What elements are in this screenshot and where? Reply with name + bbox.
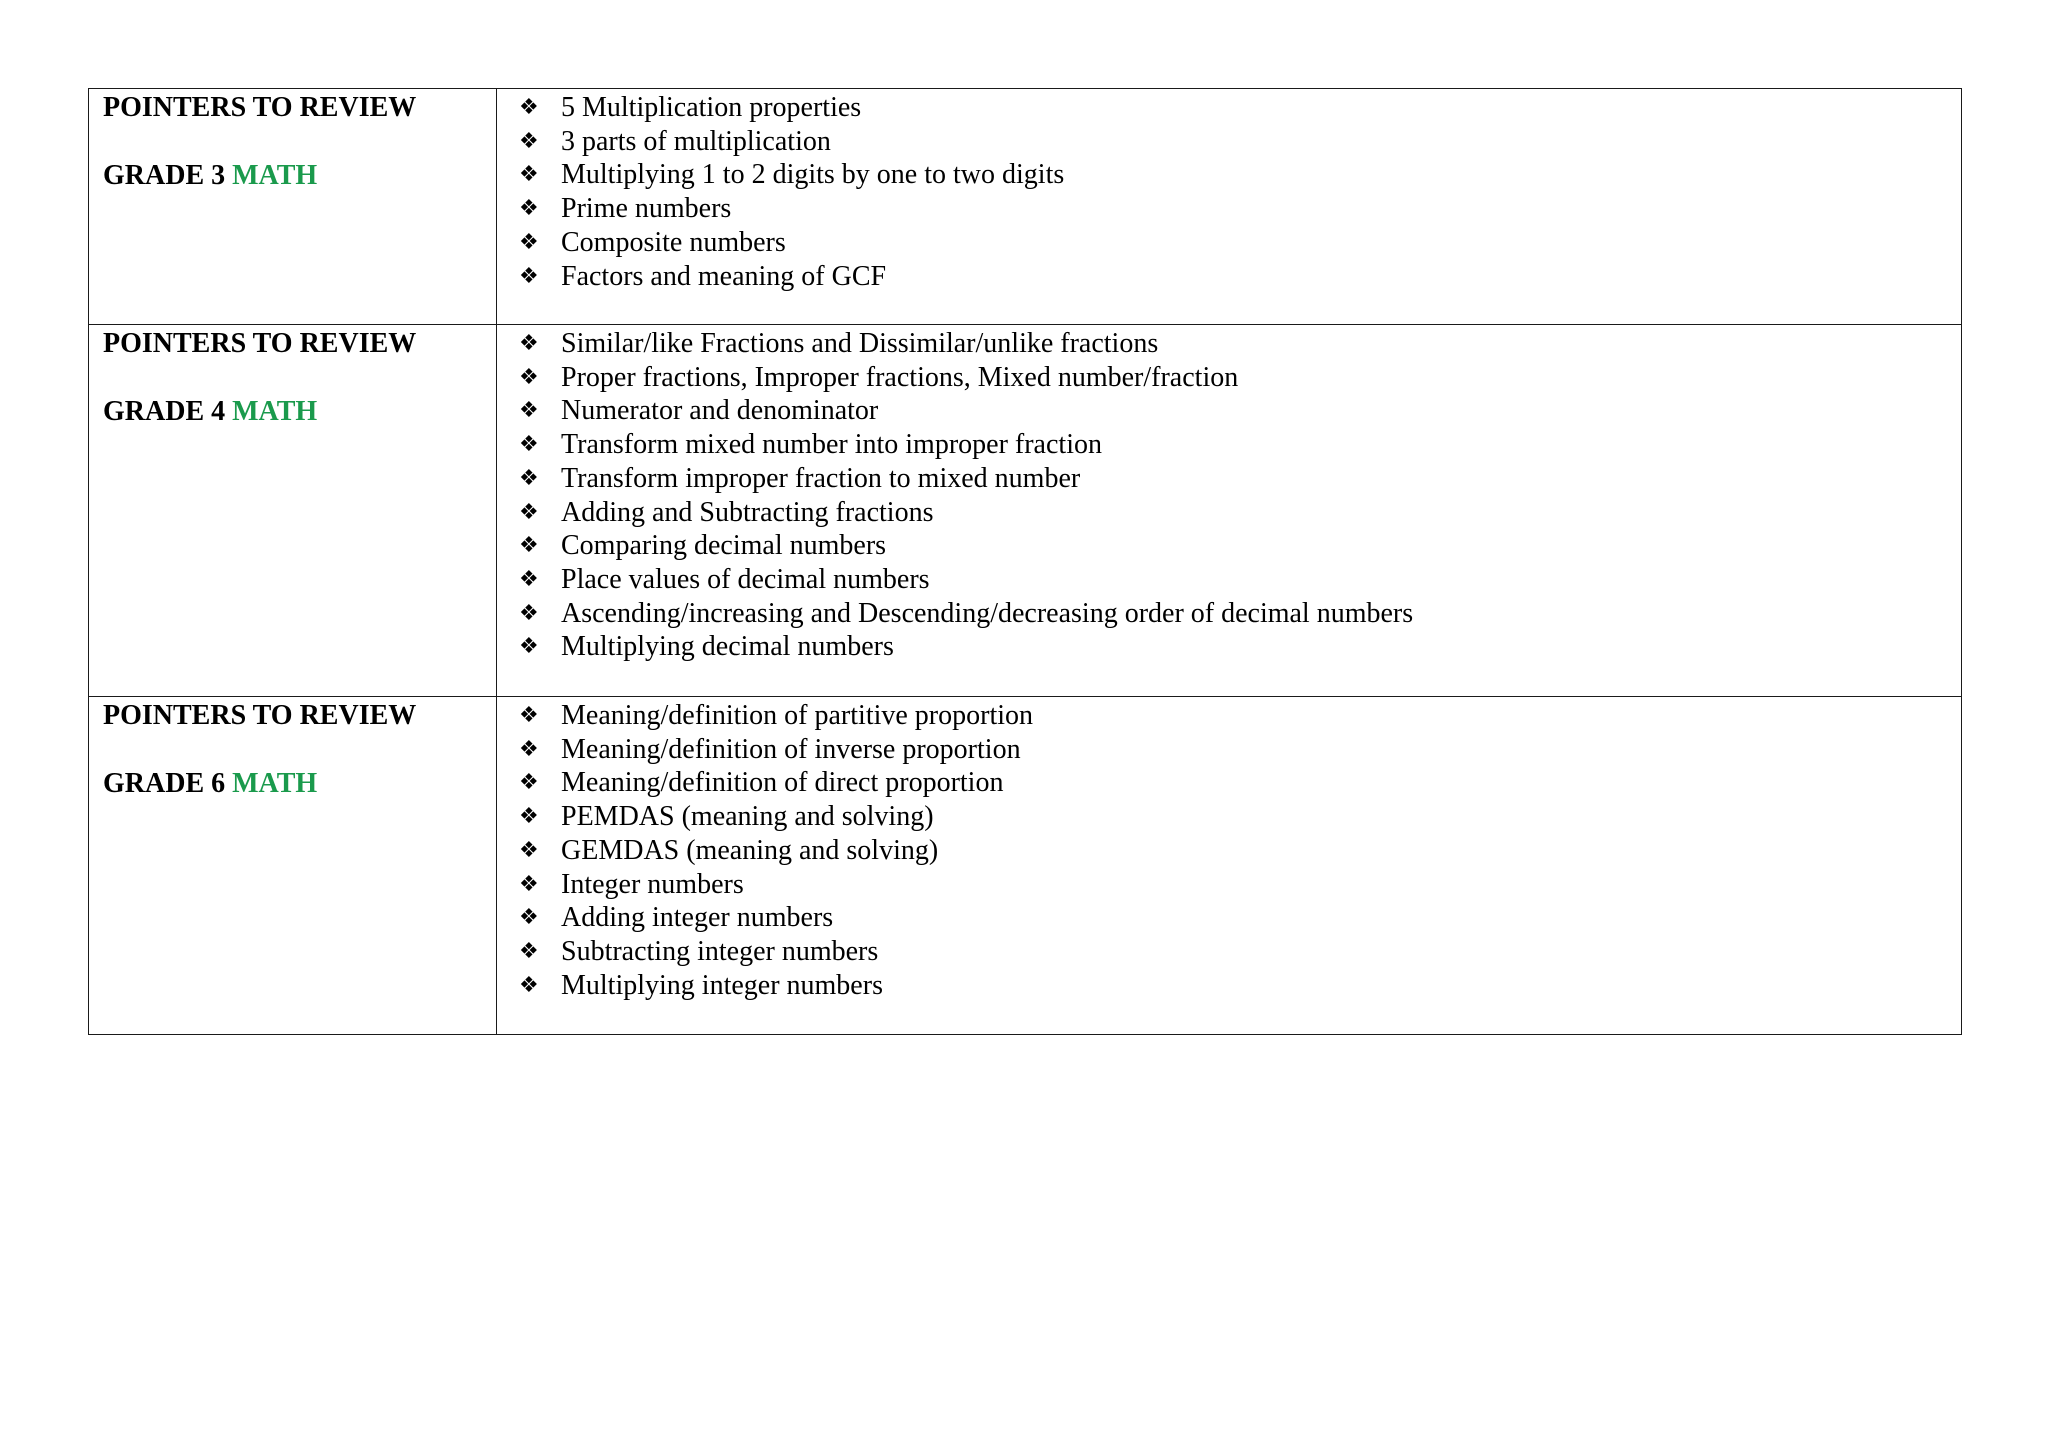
diamond-bullet-icon: ❖ [519,432,539,458]
topic-list [519,327,1951,664]
list-item [519,428,1951,462]
topic-text: Multiplying 1 to 2 digits by one to two digits [561,159,1065,191]
label-cell [89,325,497,697]
list-item [519,529,1951,563]
list-item [519,699,1951,733]
pointers-title: POINTERS TO REVIEW [103,328,417,359]
topic-text: GEMDAS (meaning and solving) [561,834,939,866]
list-item [519,766,1951,800]
topic-text: Transform mixed number into improper fraction [561,429,1102,461]
topic-list [519,91,1951,293]
topic-text: Subtracting integer numbers [561,935,879,967]
topic-text: Composite numbers [561,226,786,258]
topic-text: Numerator and denominator [561,395,879,427]
table-row-grade-4 [89,325,1962,697]
list-item [519,226,1951,260]
list-item [519,868,1951,902]
diamond-bullet-icon: ❖ [519,196,539,222]
list-item [519,125,1951,159]
topic-list [519,699,1951,1002]
list-item [519,969,1951,1003]
list-item [519,462,1951,496]
subject-label: MATH [232,160,318,191]
grade-heading [103,159,486,193]
list-item [519,496,1951,530]
topics-cell [497,697,1962,1035]
topic-text: 3 parts of multiplication [561,125,831,157]
diamond-bullet-icon: ❖ [519,95,539,120]
list-item [519,630,1951,664]
diamond-bullet-icon: ❖ [519,229,539,255]
grade-label: GRADE 3 [103,160,226,191]
diamond-bullet-icon: ❖ [519,499,539,525]
topic-text: Transform improper fraction to mixed number [561,462,1081,494]
list-item [519,597,1951,631]
list-item [519,800,1951,834]
diamond-bullet-icon: ❖ [519,162,539,188]
list-item [519,91,1951,125]
pointers-title: POINTERS TO REVIEW [103,92,417,123]
list-item [519,327,1951,361]
topic-text: Integer numbers [561,868,744,900]
table-row-grade-3 [89,89,1962,325]
diamond-bullet-icon: ❖ [519,263,539,289]
topics-cell [497,325,1962,697]
list-item [519,158,1951,192]
grade-heading [103,767,486,801]
diamond-bullet-icon: ❖ [519,398,539,424]
list-item [519,733,1951,767]
label-cell [89,697,497,1035]
grade-label: GRADE 6 [103,768,226,799]
diamond-bullet-icon: ❖ [519,533,539,559]
topic-text: Comparing decimal numbers [561,530,887,562]
diamond-bullet-icon: ❖ [519,465,539,491]
topic-text: Meaning/definition of direct proportion [561,767,1004,799]
topic-text: Multiplying integer numbers [561,969,883,1001]
grade-heading [103,395,486,429]
table-row-grade-6 [89,697,1962,1035]
topic-text: Adding integer numbers [561,902,834,934]
list-item [519,901,1951,935]
diamond-bullet-icon: ❖ [519,871,539,897]
list-item [519,394,1951,428]
diamond-bullet-icon: ❖ [519,703,539,728]
subject-label: MATH [232,768,318,799]
diamond-bullet-icon: ❖ [519,600,539,626]
topic-text: Adding and Subtracting fractions [561,496,934,528]
diamond-bullet-icon: ❖ [519,634,539,660]
pointers-title: POINTERS TO REVIEW [103,700,417,731]
grade-label: GRADE 4 [103,396,226,427]
label-cell [89,89,497,325]
list-item [519,563,1951,597]
topic-text: Multiplying decimal numbers [561,631,894,663]
diamond-bullet-icon: ❖ [519,837,539,863]
list-item [519,935,1951,969]
list-item [519,260,1951,294]
topic-text: Factors and meaning of GCF [561,260,887,292]
list-item [519,192,1951,226]
topic-text: Similar/like Fractions and Dissimilar/unlike fractions [561,328,1159,359]
diamond-bullet-icon: ❖ [519,128,539,154]
review-table [88,88,1962,1035]
topic-text: Place values of decimal numbers [561,563,930,595]
document-page [88,88,1962,1035]
topics-cell [497,89,1962,325]
list-item [519,834,1951,868]
list-item [519,361,1951,395]
topic-text: Meaning/definition of partitive proportion [561,700,1034,731]
topic-text: Ascending/increasing and Descending/decreasing order of decimal numbers [561,597,1414,629]
topic-text: Prime numbers [561,193,732,225]
diamond-bullet-icon: ❖ [519,736,539,762]
topic-text: Meaning/definition of inverse proportion [561,733,1021,765]
diamond-bullet-icon: ❖ [519,905,539,931]
topic-text: 5 Multiplication properties [561,92,862,123]
topic-text: PEMDAS (meaning and solving) [561,801,934,833]
diamond-bullet-icon: ❖ [519,938,539,964]
diamond-bullet-icon: ❖ [519,566,539,592]
diamond-bullet-icon: ❖ [519,770,539,796]
topic-text: Proper fractions, Improper fractions, Mixed number/fraction [561,361,1239,393]
diamond-bullet-icon: ❖ [519,804,539,830]
diamond-bullet-icon: ❖ [519,331,539,356]
diamond-bullet-icon: ❖ [519,364,539,390]
subject-label: MATH [232,396,318,427]
diamond-bullet-icon: ❖ [519,972,539,998]
